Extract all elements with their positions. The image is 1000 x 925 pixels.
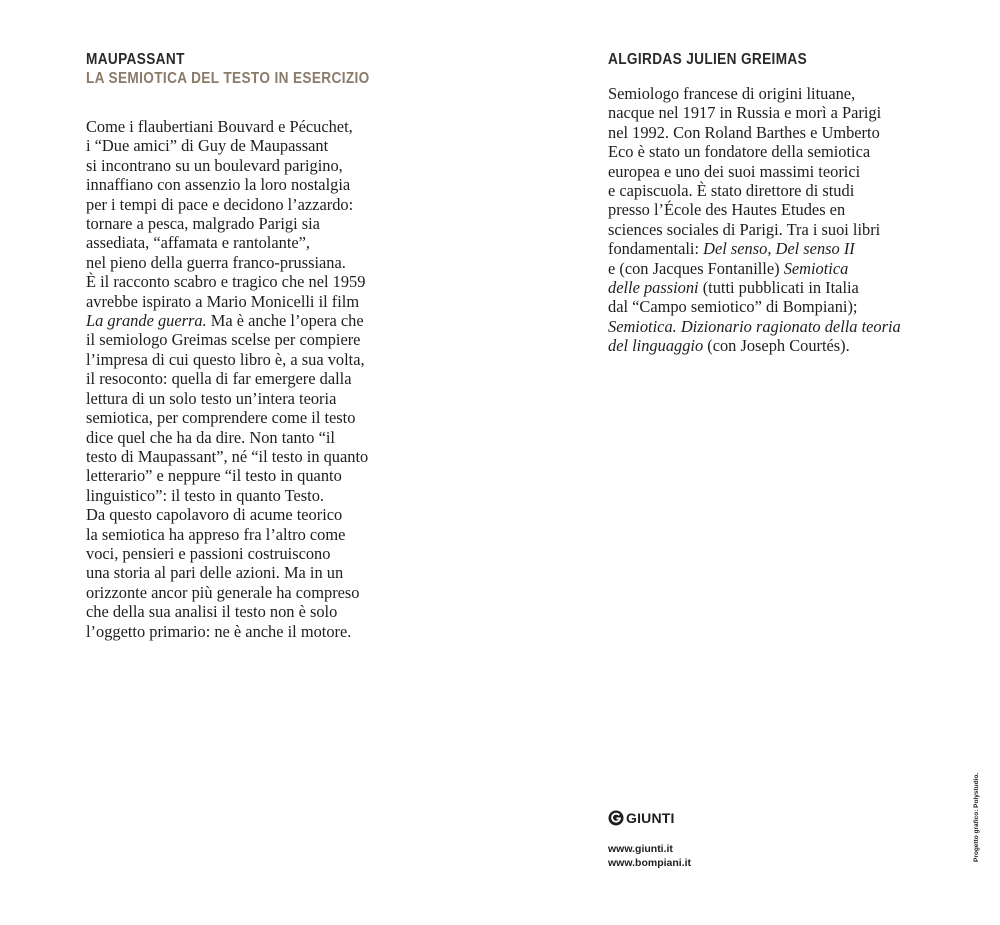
bio-line: e capiscuola. È stato direttore di studi bbox=[608, 181, 855, 201]
blurb-line: Da questo capolavoro di acume teorico bbox=[86, 505, 343, 525]
bio-line bbox=[608, 317, 938, 336]
blurb-line: lettura di un solo testo un’intera teoria bbox=[86, 388, 337, 408]
giunti-url[interactable]: www.giunti.it bbox=[608, 843, 673, 855]
author-bio-heading: ALGIRDAS JULIEN GREIMAS bbox=[608, 51, 808, 68]
blurb-line: il semiologo Greimas scelse per compiere bbox=[86, 330, 361, 350]
bio-line: dal “Campo semiotico” di Bompiani); bbox=[608, 297, 858, 317]
book-title: del linguaggio bbox=[608, 336, 704, 356]
logo-text: GIUNTI bbox=[626, 810, 675, 826]
blurb-line: Come i flaubertiani Bouvard e Pécuchet, bbox=[86, 117, 353, 136]
blurb-line: l’impresa di cui questo libro è, a sua volta, bbox=[86, 349, 365, 369]
design-credit: Progetto grafico: Polystudio. bbox=[973, 772, 980, 862]
publisher-urls bbox=[608, 842, 691, 870]
blurb-line: innaffiano con assenzio la loro nostalgia bbox=[86, 175, 351, 195]
blurb-line: voci, pensieri e passioni costruiscono bbox=[86, 543, 331, 563]
publisher-block bbox=[608, 810, 691, 870]
film-title: La grande guerra. bbox=[86, 311, 207, 331]
blurb-line: dice quel che ha da dire. Non tanto “il bbox=[86, 427, 335, 447]
blurb-line: l’oggetto primario: ne è anche il motore. bbox=[86, 621, 352, 641]
giunti-logo bbox=[608, 810, 691, 826]
bio-line: nacque nel 1917 in Russia e morì a Parigi bbox=[608, 103, 882, 123]
blurb-line: il resoconto: quella di far emergere dalla bbox=[86, 369, 352, 389]
blurb-line: per i tempi di pace e decidono l’azzardo: bbox=[86, 194, 354, 214]
bio-line: nel 1992. Con Roland Barthes e Umberto bbox=[608, 122, 880, 142]
blurb-line: linguistico”: il testo in quanto Testo. bbox=[86, 485, 325, 505]
blurb-line: orizzonte ancor più generale ha compreso bbox=[86, 582, 360, 602]
blurb-line: si incontrano su un boulevard parigino, bbox=[86, 155, 343, 175]
blurb-line: letterario” e neppure “il testo in quanto bbox=[86, 466, 342, 486]
bio-line: fondamentali: Del senso, Del senso II bbox=[608, 239, 855, 259]
book-title: Semiotica bbox=[783, 258, 849, 278]
blurb-line: che della sua analisi il testo non è solo bbox=[86, 602, 338, 622]
book-title-heading: LA SEMIOTICA DEL TESTO IN ESERCIZIO bbox=[86, 70, 370, 87]
right-column bbox=[608, 50, 938, 356]
bio-line: e (con Jacques Fontanille) Semiotica bbox=[608, 258, 849, 278]
blurb-line: la semiotica ha appreso fra l’altro come bbox=[86, 524, 346, 544]
bio-line: del linguaggio (con Joseph Courtés). bbox=[608, 336, 850, 356]
blurb-line: testo di Maupassant”, né “il testo in quanto bbox=[86, 446, 369, 466]
bompiani-url[interactable]: www.bompiani.it bbox=[608, 857, 692, 869]
blurb-line: una storia al pari delle azioni. Ma in un bbox=[86, 563, 344, 583]
blurb-line: La grande guerra. Ma è anche l’opera che bbox=[86, 311, 364, 331]
giunti-g-icon bbox=[608, 810, 624, 826]
bio-line: europea e uno dei suoi massimi teorici bbox=[608, 161, 861, 181]
blurb-line: assediata, “affamata e rantolante”, bbox=[86, 233, 311, 253]
blurb-line: nel pieno della guerra franco-prussiana. bbox=[86, 252, 346, 272]
bio-line: presso l’École des Hautes Etudes en bbox=[608, 200, 846, 220]
book-title: Semiotica. Dizionario ragionato della teoria bbox=[608, 316, 901, 336]
left-column bbox=[86, 50, 416, 641]
author-bio bbox=[608, 84, 938, 356]
book-blurb bbox=[86, 117, 416, 641]
author-heading: MAUPASSANT bbox=[86, 51, 185, 68]
bio-line: sciences sociales di Parigi. Tra i suoi libri bbox=[608, 219, 881, 239]
bio-line: delle passioni (tutti pubblicati in Italia bbox=[608, 278, 859, 298]
bio-line: Eco è stato un fondatore della semiotica bbox=[608, 142, 871, 162]
blurb-line: È il racconto scabro e tragico che nel 1959 bbox=[86, 272, 366, 292]
book-title: delle passioni bbox=[608, 278, 699, 298]
book-title: Del senso bbox=[703, 239, 768, 259]
book-title: Del senso II bbox=[775, 239, 855, 259]
bio-line: Semiologo francese di origini lituane, bbox=[608, 84, 856, 103]
blurb-line: tornare a pesca, malgrado Parigi sia bbox=[86, 214, 320, 234]
blurb-line: semiotica, per comprendere come il testo bbox=[86, 408, 356, 428]
blurb-line: i “Due amici” di Guy de Maupassant bbox=[86, 136, 329, 156]
blurb-line: avrebbe ispirato a Mario Monicelli il film bbox=[86, 291, 360, 311]
